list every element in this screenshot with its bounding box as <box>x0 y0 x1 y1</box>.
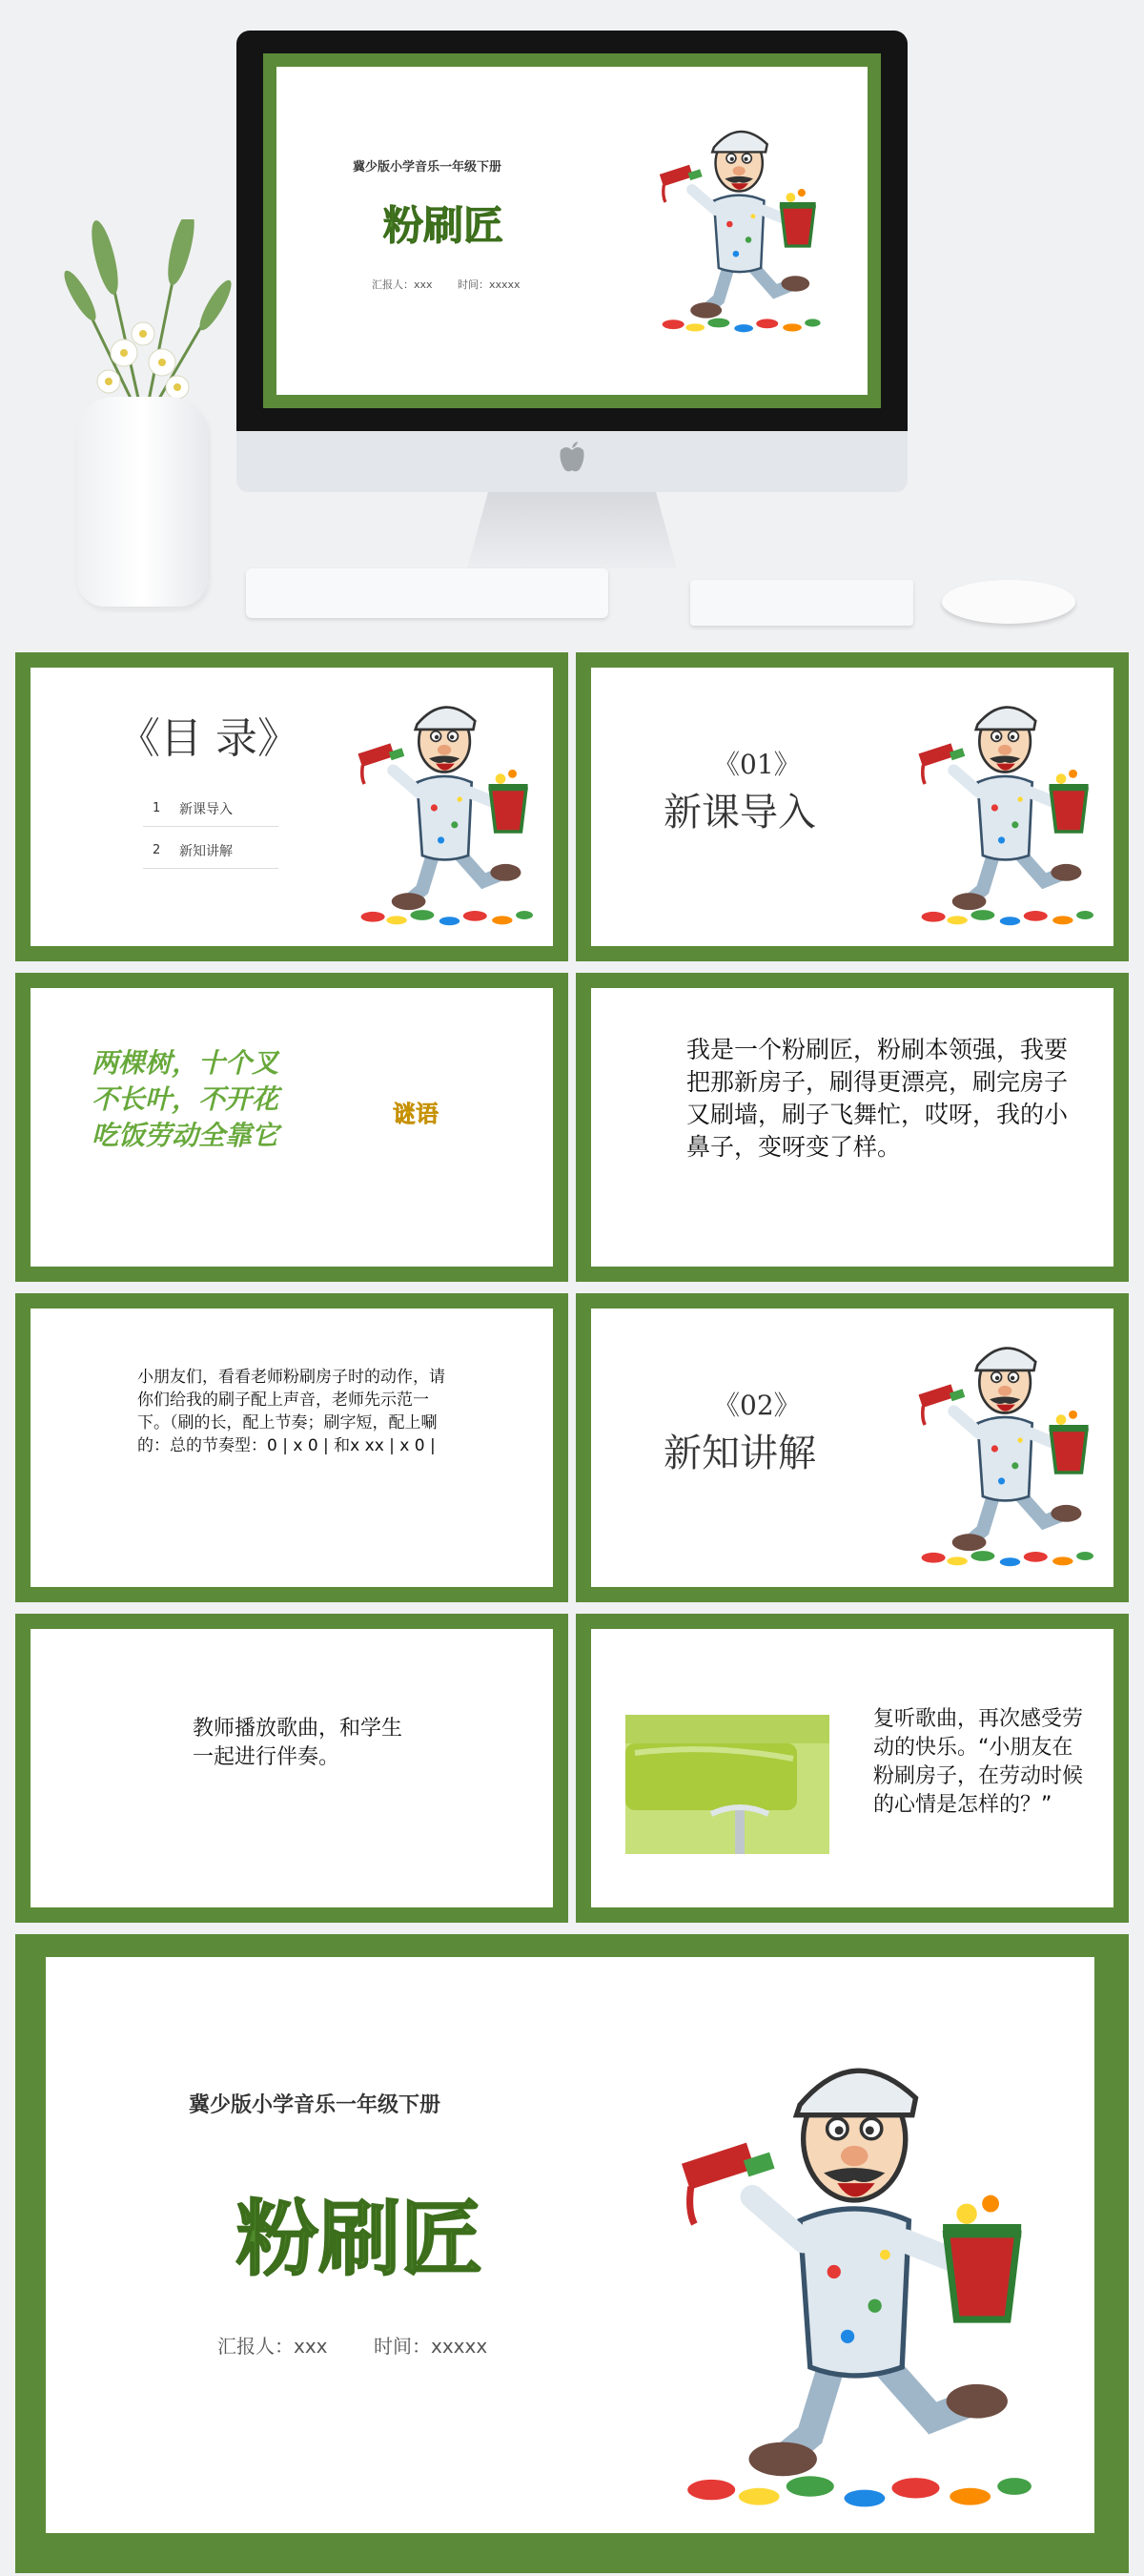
painter-illustration <box>355 689 536 927</box>
cover-preview <box>276 67 868 395</box>
painter-illustration <box>915 1329 1096 1568</box>
riddle-line-3: 吃饭劳动全靠它 <box>92 1120 279 1151</box>
section1-num: 《01》 <box>713 749 801 780</box>
cover-subtitle: 冀少版小学音乐一年级下册 <box>189 2093 441 2117</box>
riddle-tag: 谜语 <box>393 1101 439 1127</box>
trackpad <box>690 580 913 626</box>
section2-title: 新知讲解 <box>664 1432 816 1475</box>
toc-item-2[interactable]: 新知讲解 <box>179 844 233 859</box>
painter-illustration <box>656 2033 1056 2510</box>
toc-item-2-num: 2 <box>153 843 161 857</box>
cover-reporter: 汇报人：xxx <box>217 2335 328 2358</box>
lyrics-text: 我是一个粉刷匠，粉刷本领强，我要把那新房子，刷得更漂亮，刷完房子又刷墙，刷子飞舞忙，哎呀，我的小鼻子，变呀变了样。 <box>686 1036 1069 1161</box>
play-text: 教师播放歌曲，和学生一起进行伴奏。 <box>193 1717 403 1769</box>
review-text: 复听歌曲，再次感受劳动的快乐。“小朋友在粉刷房子，在劳动时候的心情是怎样的？” <box>873 1707 1084 1817</box>
section1-title: 新课导入 <box>664 791 816 835</box>
monitor-screen <box>263 53 881 408</box>
toc-item-1-num: 1 <box>153 801 161 815</box>
slide-riddle <box>15 973 568 1282</box>
slide-section-2 <box>576 1293 1129 1602</box>
riddle-line-2: 不长叶，不开花 <box>92 1083 279 1115</box>
monitor-stand <box>467 492 677 568</box>
cover-title: 粉刷匠 <box>383 202 504 249</box>
cover-reporter: 汇报人：xxx <box>372 278 433 291</box>
slide-review <box>576 1614 1129 1923</box>
slide-toc <box>15 652 568 961</box>
slide-lyrics <box>576 973 1129 1282</box>
cover-time: 时间：xxxxx <box>458 278 521 291</box>
apple-logo-icon <box>559 441 585 473</box>
riddle-line-1: 两棵树，十个叉 <box>92 1047 279 1079</box>
mouse <box>942 580 1075 624</box>
painter-illustration <box>915 689 1096 927</box>
slide-activity <box>15 1293 568 1602</box>
vase <box>76 397 208 607</box>
cover-title: 粉刷匠 <box>236 2192 482 2287</box>
slide-play <box>15 1614 568 1923</box>
hero-mockup <box>0 0 1144 629</box>
toc-divider <box>143 826 278 827</box>
toc-title: 《目 录》 <box>118 714 299 763</box>
slide-cover-large <box>15 1934 1129 2573</box>
slide-section-1 <box>576 652 1129 961</box>
keyboard <box>246 568 608 618</box>
toc-divider <box>143 868 278 869</box>
cover-subtitle: 冀少版小学音乐一年级下册 <box>353 160 502 175</box>
section2-num: 《02》 <box>713 1390 801 1421</box>
plant-illustration <box>38 219 248 420</box>
painter-illustration <box>635 114 845 334</box>
activity-text: 小朋友们，看看老师粉刷房子时的动作，请你们给我的刷子配上声音，老师先示范一下。（刷的长，配上节奏；刷字短，配上唰的：总的节奏型：0 | x 0 | 和x xx | x 0 | <box>137 1368 445 1455</box>
toc-item-1[interactable]: 新课导入 <box>179 802 233 817</box>
paint-roller-image <box>625 1715 829 1854</box>
cover-time: 时间：xxxxx <box>374 2335 488 2358</box>
monitor <box>236 31 908 431</box>
